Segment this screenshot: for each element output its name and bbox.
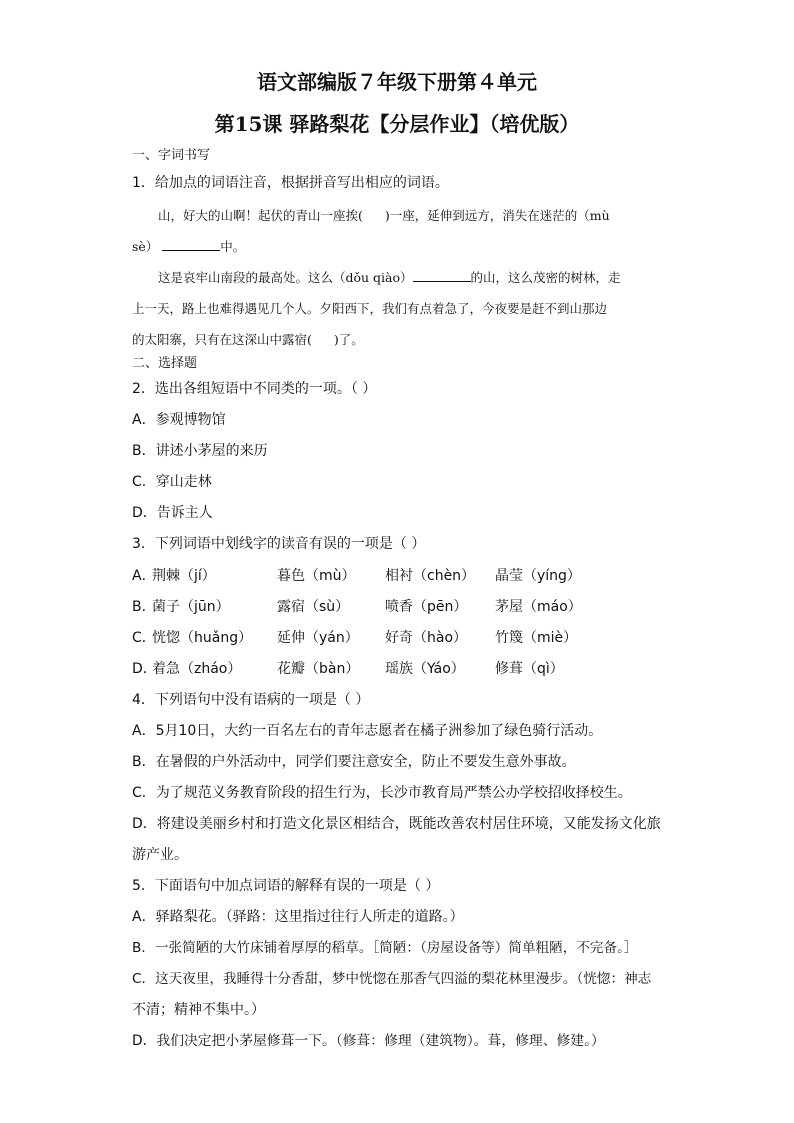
q5-option-c[interactable]: C．这天夜里，我睡得十分香甜，梦中恍惚在那香气四溢的梨花林里漫步。（恍惚：神志 [132, 971, 652, 987]
q3-option-b[interactable] [132, 597, 582, 617]
option-item: 着急（zháo） [152, 661, 242, 677]
passage-paragraph-2-line3 [132, 324, 660, 355]
passage-paragraph-2-line2: 上一天，路上也难得遇见几个人。夕阳西下，我们有点着急了，今夜要是赶不到山那边 [132, 301, 608, 316]
option-item: 暮色（mù） [277, 568, 356, 584]
document-title: 语文部编版７年级下册第４单元 [257, 70, 537, 94]
q4-option-d-cont: 游产业。 [132, 847, 188, 863]
passage-paragraph-1-cont [132, 231, 660, 262]
answer-blank[interactable] [413, 267, 471, 282]
q4-option-c[interactable]: C．为了规范义务教育阶段的招生行为，长沙市教育局严禁公办学校招收择校生。 [132, 785, 632, 801]
option-item: 恍惚（huǎng） [152, 630, 253, 646]
option-item: 相衬（chèn） [385, 568, 476, 584]
passage-text: 中。 [220, 239, 246, 254]
q4-option-d[interactable]: D．将建设美丽乡村和打造文化景区相结合，既能改善农村居住环境，又能发扬文化旅 [132, 816, 661, 832]
option-label: A． [132, 568, 156, 584]
answer-blank[interactable] [162, 236, 220, 251]
q5-option-c-cont: 不清；精神不集中。） [132, 1002, 265, 1018]
passage-paragraph-1 [132, 200, 660, 231]
q5-option-d[interactable]: D．我们决定把小茅屋修葺一下。（修葺：修理（建筑物）。葺，修理、修建。） [132, 1033, 605, 1049]
question-1-stem: 1．给加点的词语注音，根据拼音写出相应的词语。 [132, 175, 449, 191]
option-item: 露宿（sù） [277, 599, 350, 615]
q3-option-d[interactable] [132, 659, 564, 679]
q3-option-a[interactable] [132, 566, 581, 586]
option-item: 花瓣（bàn） [277, 661, 360, 677]
option-item: 茅屋（máo） [495, 599, 582, 615]
option-item: 喷香（pēn） [385, 599, 468, 615]
q4-option-b[interactable]: B．在暑假的户外活动中，同学们要注意安全，防止不要发生意外事故。 [132, 754, 576, 770]
q2-option-a[interactable]: A．参观博物馆 [132, 412, 226, 428]
section-heading-2: 二、选择题 [132, 356, 198, 371]
option-item: 菌子（jūn） [152, 599, 230, 615]
passage-text: 的山，这么茂密的树林，走 [470, 270, 621, 285]
passage-text: 山，好大的山啊！起伏的青山一座挨( [158, 208, 363, 223]
q2-option-b[interactable]: B．讲述小茅屋的来历 [132, 443, 268, 459]
question-3-stem: 3．下列词语中划线字的读音有误的一项是（ ） [132, 536, 426, 552]
option-item: 竹篾（miè） [495, 630, 578, 646]
q5-option-a[interactable]: A．驿路梨花。（驿路：这里指过往行人所走的道路。） [132, 909, 464, 925]
lesson-title: 第15课 驿路梨花【分层作业】（培优版） [214, 112, 580, 136]
q2-option-d[interactable]: D．告诉主人 [132, 505, 213, 521]
passage-text: 的太阳寨，只有在这深山中露宿( [132, 332, 312, 347]
option-item: 修葺（qì） [495, 661, 564, 677]
option-label: C． [132, 630, 156, 646]
passage-text: )一座，延伸到远方，消失在迷茫的（mù [384, 208, 610, 223]
section-heading-1: 一、字词书写 [132, 148, 211, 163]
q2-option-c[interactable]: C．穿山走林 [132, 474, 212, 490]
passage-text: sè） [132, 239, 159, 254]
question-5-stem: 5．下面语句中加点词语的解释有误的一项是（ ） [132, 878, 440, 894]
option-item: 延伸（yán） [277, 630, 359, 646]
question-2-stem: 2．选出各组短语中不同类的一项。（ ） [132, 381, 377, 397]
passage-text: 这是哀牢山南段的最高处。这么（dǒu qiào） [158, 270, 413, 285]
option-item: 瑶族（Yáo） [385, 661, 465, 677]
q4-option-a[interactable]: A．5月10日，大约一百名左右的青年志愿者在橘子洲参加了绿色骑行活动。 [132, 723, 603, 739]
option-item: 晶莹（yíng） [495, 568, 581, 584]
passage-paragraph-2 [132, 262, 660, 293]
question-4-stem: 4．下列语句中没有语病的一项是（ ） [132, 692, 370, 708]
option-label: B． [132, 599, 156, 615]
option-item: 荆棘（jí） [152, 568, 216, 584]
q3-option-c[interactable] [132, 628, 577, 648]
option-item: 好奇（hào） [385, 630, 468, 646]
q5-option-b[interactable]: B．一张简陋的大竹床铺着厚厚的稻草。［简陋：（房屋设备等）简单粗陋，不完备。］ [132, 940, 638, 956]
option-label: D． [132, 661, 157, 677]
passage-text: )了。 [333, 332, 364, 347]
